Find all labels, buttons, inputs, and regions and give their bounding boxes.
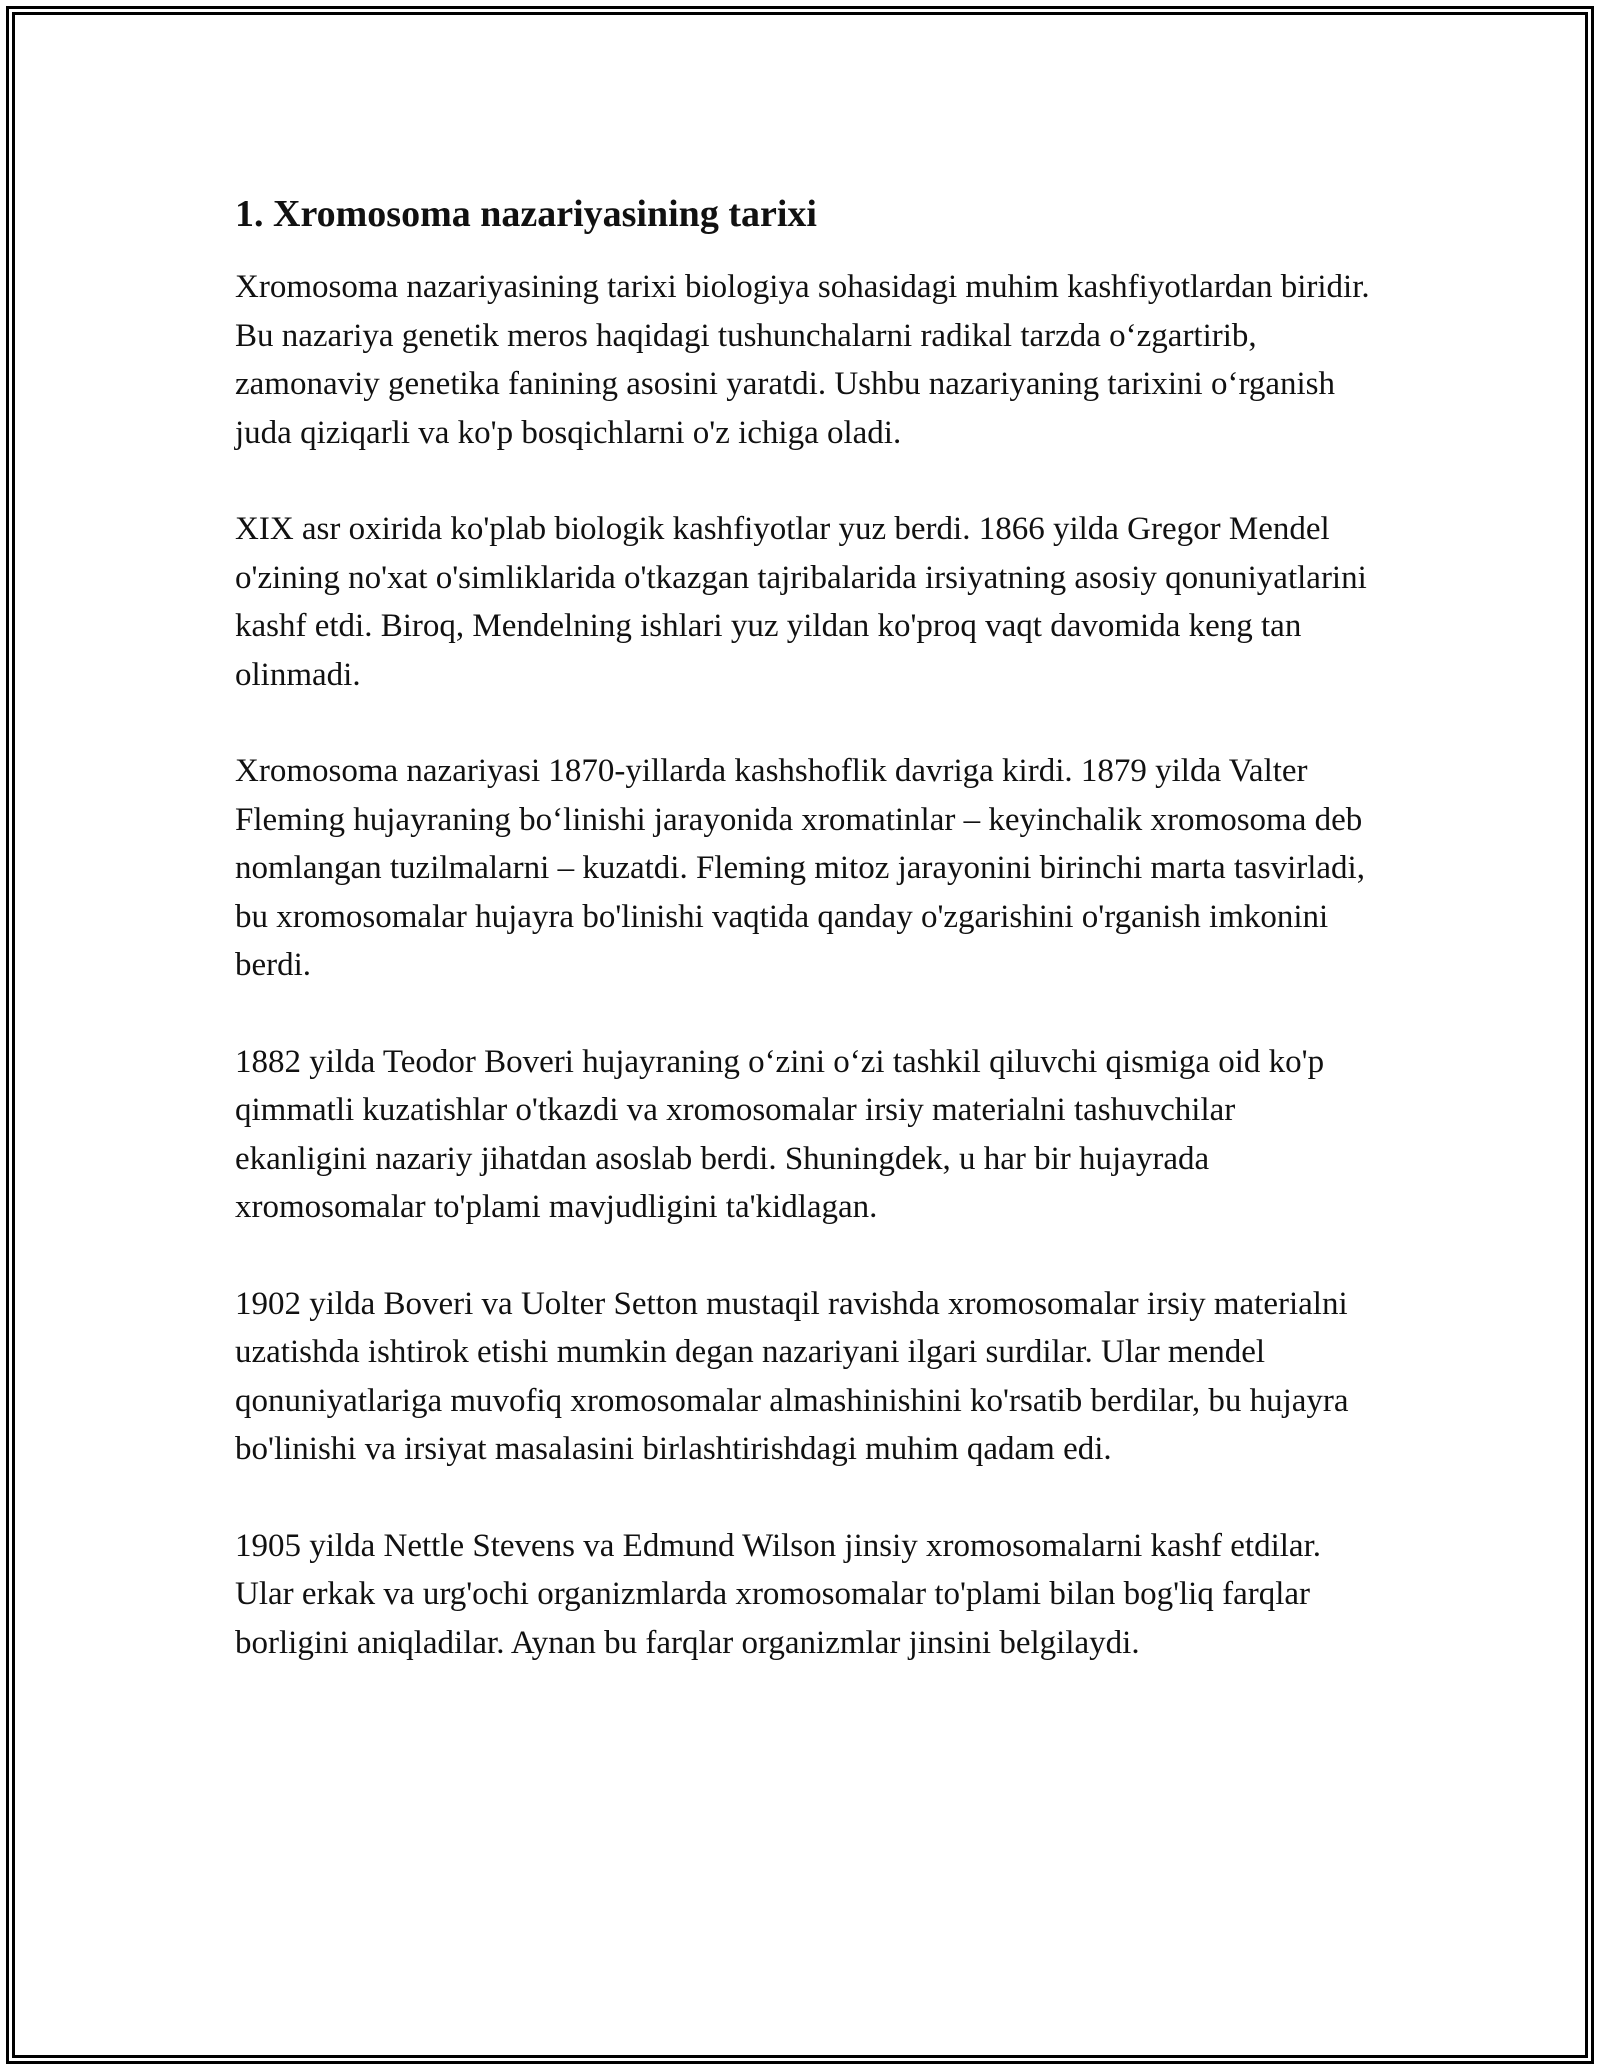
paragraph-intro: Xromosoma nazariyasining tarixi biologiya sohasidagi muhim kashfiyotlardan biridir. Bu nazariya genetik meros haqidagi tushunchalarni radikal tarzda o‘zgartirib, zamonaviy genetika fanining asosini yaratdi. Ushbu nazariyaning tarixini o‘rganish juda qiziqarli va ko'p bosqichlarni o'z ichiga oladi. (235, 269, 1370, 451)
paragraph-stevens-wilson: 1905 yilda Nettle Stevens va Edmund Wilson jinsiy xromosomalarni kashf etdilar. Ular erkak va urg'ochi organizmlarda xromosomalar to'plami bilan bog'liq farqlar borligini aniqladilar. Aynan bu farqlar organizmlar jinsini belgilaydi. (235, 1527, 1321, 1661)
paragraph-fleming: Xromosoma nazariyasi 1870-yillarda kashshoflik davriga kirdi. 1879 yilda Valter Fleming hujayraning bo‘linishi jarayonida xromatinlar – keyinchalik xromosoma deb nomlangan tuzilmalarni – kuzatdi. Fleming mitoz jarayonini birinchi marta tasvirladi, bu xromosomalar hujayra bo'linishi vaqtida qanday o'zgarishini o'rganish imkonini berdi. (235, 753, 1365, 983)
document-body (235, 185, 1375, 1715)
paragraph-setton: 1902 yilda Boveri va Uolter Setton mustaqil ravishda xromosomalar irsiy materialni uzatishda ishtirok etishi mumkin degan nazariyani ilgari surdilar. Ular mendel qonuniyatlariga muvofiq xromosomalar almashinishini ko'rsatib berdilar, bu hujayra bo'linishi va irsiyat masalasini birlashtirishdagi muhim qadam edi. (235, 1285, 1349, 1467)
section-heading: 1. Xromosoma nazariyasining tarixi (235, 193, 817, 235)
paragraph-boveri: 1882 yilda Teodor Boveri hujayraning o‘zini o‘zi tashkil qiluvchi qismiga oid ko'p qimmatli kuzatishlar o'tkazdi va xromosomalar irsiy materialni tashuvchilar ekanligini nazariy jihatdan asoslab berdi. Shuningdek, u har bir hujayrada xromosomalar to'plami mavjudligini ta'kidlagan. (235, 1043, 1325, 1225)
paragraph-mendel: XIX asr oxirida ko'plab biologik kashfiyotlar yuz berdi. 1866 yilda Gregor Mendel o'zining no'xat o'simliklarida o'tkazgan tajribalarida irsiyatning asosiy qonuniyatlarini kashf etdi. Biroq, Mendelning ishlari yuz yildan ko'proq vaqt davomida keng tan olinmadi. (235, 511, 1367, 693)
